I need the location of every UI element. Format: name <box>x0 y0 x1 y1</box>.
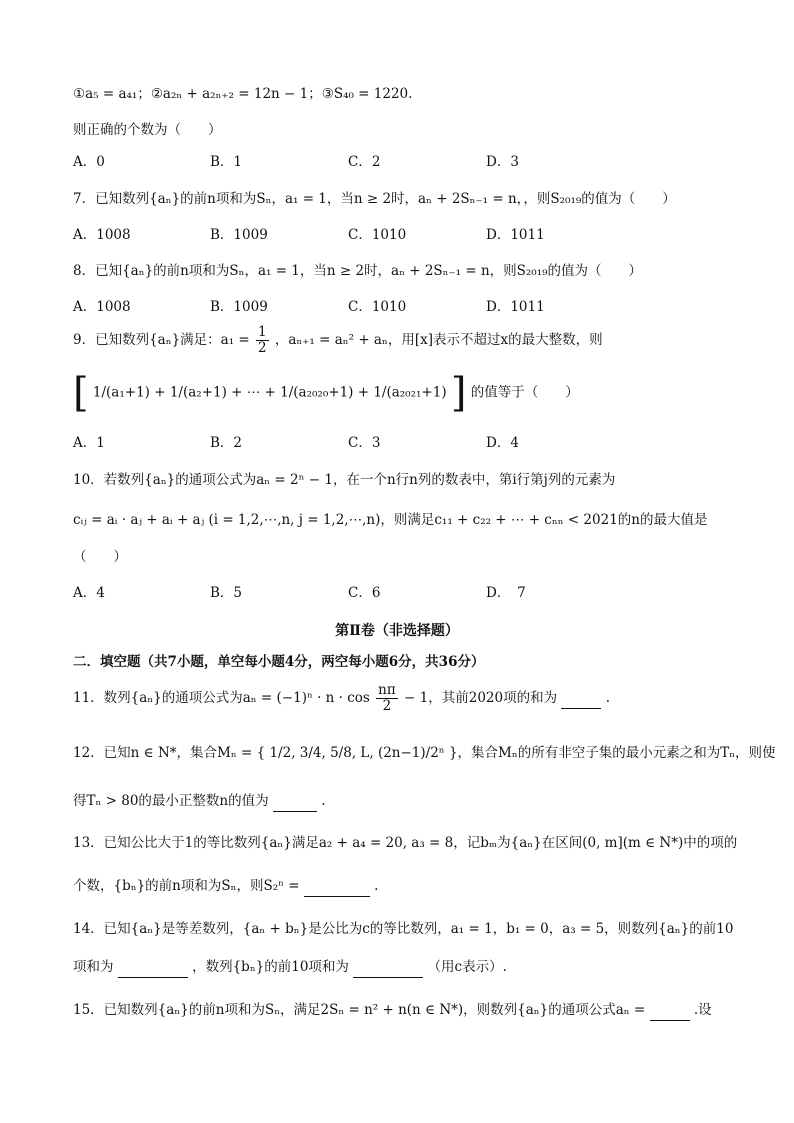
q-prev-option-d: D．3 <box>486 154 519 170</box>
answer-blank <box>561 688 601 709</box>
answer-blank <box>304 876 370 897</box>
answer-blank <box>650 1000 690 1021</box>
q9-fraction <box>256 325 269 356</box>
q9-frac-num: 1 <box>258 324 267 340</box>
q8-stem: 8．已知{aₙ}的前n项和为Sₙ，a₁ = 1，当n ≥ 2时，aₙ + 2Sₙ₋₁ = n，则S₂₀₁₉的值为（ ） <box>73 263 643 279</box>
q10-option-c: C．6 <box>348 585 381 601</box>
q11-fraction <box>376 683 398 714</box>
q11-a: 11．数列{aₙ}的通项公式为aₙ = (−1)ⁿ · n · cos <box>73 690 370 706</box>
q-prev-prompt: 则正确的个数为（ ） <box>73 122 222 138</box>
q-prev-option-c: C．2 <box>348 154 381 170</box>
q9-option-a: A．1 <box>73 435 105 451</box>
answer-blank <box>273 791 317 812</box>
q12-end: . <box>321 793 326 809</box>
q9-frac-den: 2 <box>258 340 267 356</box>
q9-sum-expr: 1/(a₁+1) + 1/(a₂+1) + ⋯ + 1/(a₂₀₂₀+1) + 1/(a₂₀₂₁+1) <box>92 384 447 401</box>
q10-formula: cᵢⱼ = aᵢ · aⱼ + aᵢ + aⱼ (i = 1,2,⋯,n, j = 1,2,⋯,n)，则满足c₁₁ + c₂₂ + ⋯ + cₙₙ < 2021的n的最大值是 <box>73 512 708 528</box>
q14-line1: 14．已知{aₙ}是等差数列，{aₙ + bₙ}是公比为c的等比数列，a₁ = 1，b₁ = 0，a₃ = 5，则数列{aₙ}的前10 <box>73 921 734 937</box>
q7-option-a: A．1008 <box>73 227 131 243</box>
q7-option-b: B．1009 <box>210 227 268 243</box>
answer-blank <box>118 957 188 978</box>
q14-c: ，数列{bₙ}的前10项和为 <box>192 959 349 975</box>
q10-option-b: B．5 <box>210 585 243 601</box>
floor-bracket-left: [ <box>73 370 89 416</box>
q15-a: 15．已知数列{aₙ}的前n项和为Sₙ，满足2Sₙ = n² + n(n ∈ N*)，则数列{aₙ}的通项公式aₙ = <box>73 1002 646 1018</box>
q-prev-statements: ①a₅ = a₄₁；②a₂ₙ + a₂ₙ₊₂ = 12n − 1；③S₄₀ = 1220. <box>73 86 413 102</box>
q8-option-b: B．1009 <box>210 299 268 315</box>
q11-frac-num: nπ <box>378 682 396 698</box>
q12-line2 <box>73 791 326 812</box>
q8-option-a: A．1008 <box>73 299 131 315</box>
q7-option-d: D．1011 <box>486 227 545 243</box>
q11 <box>73 683 610 714</box>
q14-b: 项和为 <box>73 959 114 975</box>
q14-line2 <box>73 957 507 978</box>
q8-option-c: C．1010 <box>348 299 407 315</box>
section-subtitle: 二．填空题（共7小题，单空每小题4分，两空每小题6分，共36分） <box>73 654 485 670</box>
q10-paren: （ ） <box>73 549 127 565</box>
q10-stem: 10．若数列{aₙ}的通项公式为aₙ = 2ⁿ − 1，在一个n行n列的数表中，第i行第j列的元素为 <box>73 472 616 488</box>
section-title: 第Ⅱ卷（非选择题） <box>335 623 459 639</box>
q12-a: 12．已知n ∈ N*，集合Mₙ = { <box>73 745 266 761</box>
q15 <box>73 1000 712 1021</box>
floor-bracket-right: ] <box>450 370 467 416</box>
q9-option-c: C．3 <box>348 435 381 451</box>
q-prev-option-b: B．1 <box>210 154 243 170</box>
answer-blank <box>353 957 423 978</box>
q10-option-a: A．4 <box>73 585 105 601</box>
q12-b: }，集合Mₙ的所有非空子集的最小元素之和为Tₙ，则使 <box>448 745 776 761</box>
q9-stem-b: ，aₙ₊₁ = aₙ² + aₙ，用[x]表示不超过x的最大整数，则 <box>274 332 603 348</box>
q12-c: 得Tₙ > 80的最小正整数n的值为 <box>73 793 269 809</box>
q15-end: .设 <box>693 1002 712 1018</box>
q14-d: （用c表示）. <box>427 959 507 975</box>
q13-line2 <box>73 876 378 897</box>
q12-set-items: 1/2, 3/4, 5/8, L, (2n−1)/2ⁿ <box>269 745 445 761</box>
q8-option-d: D．1011 <box>486 299 545 315</box>
q9-stem-a: 9．已知数列{aₙ}满足：a₁ = <box>73 332 250 348</box>
q11-end: . <box>605 690 610 706</box>
q13-b: 个数，{bₙ}的前n项和为Sₙ，则S₂ⁿ = <box>73 878 300 894</box>
q13-end: . <box>374 878 379 894</box>
q7-option-c: C．1010 <box>348 227 407 243</box>
q-prev-option-a: A．0 <box>73 154 105 170</box>
q12 <box>73 743 776 763</box>
q11-frac-den: 2 <box>382 698 392 714</box>
q9-sum-line <box>73 370 579 416</box>
q7-stem: 7．已知数列{aₙ}的前n项和为Sₙ，a₁ = 1，当n ≥ 2时，aₙ + 2Sₙ₋₁ = n，，则S₂₀₁₉的值为（ ） <box>73 191 676 207</box>
q9-option-d: D．4 <box>486 435 519 451</box>
q10-option-d: D． 7 <box>486 585 526 601</box>
q9-stem <box>73 325 603 356</box>
q9-tail: 的值等于（ ） <box>470 384 579 401</box>
q13-line1: 13．已知公比大于1的等比数列{aₙ}满足a₂ + a₄ = 20, a₃ = 8，记bₘ为{aₙ}在区间(0, m](m ∈ N*)中的项的 <box>73 835 738 851</box>
q9-option-b: B．2 <box>210 435 243 451</box>
q11-b: − 1，其前2020项的和为 <box>404 690 558 706</box>
